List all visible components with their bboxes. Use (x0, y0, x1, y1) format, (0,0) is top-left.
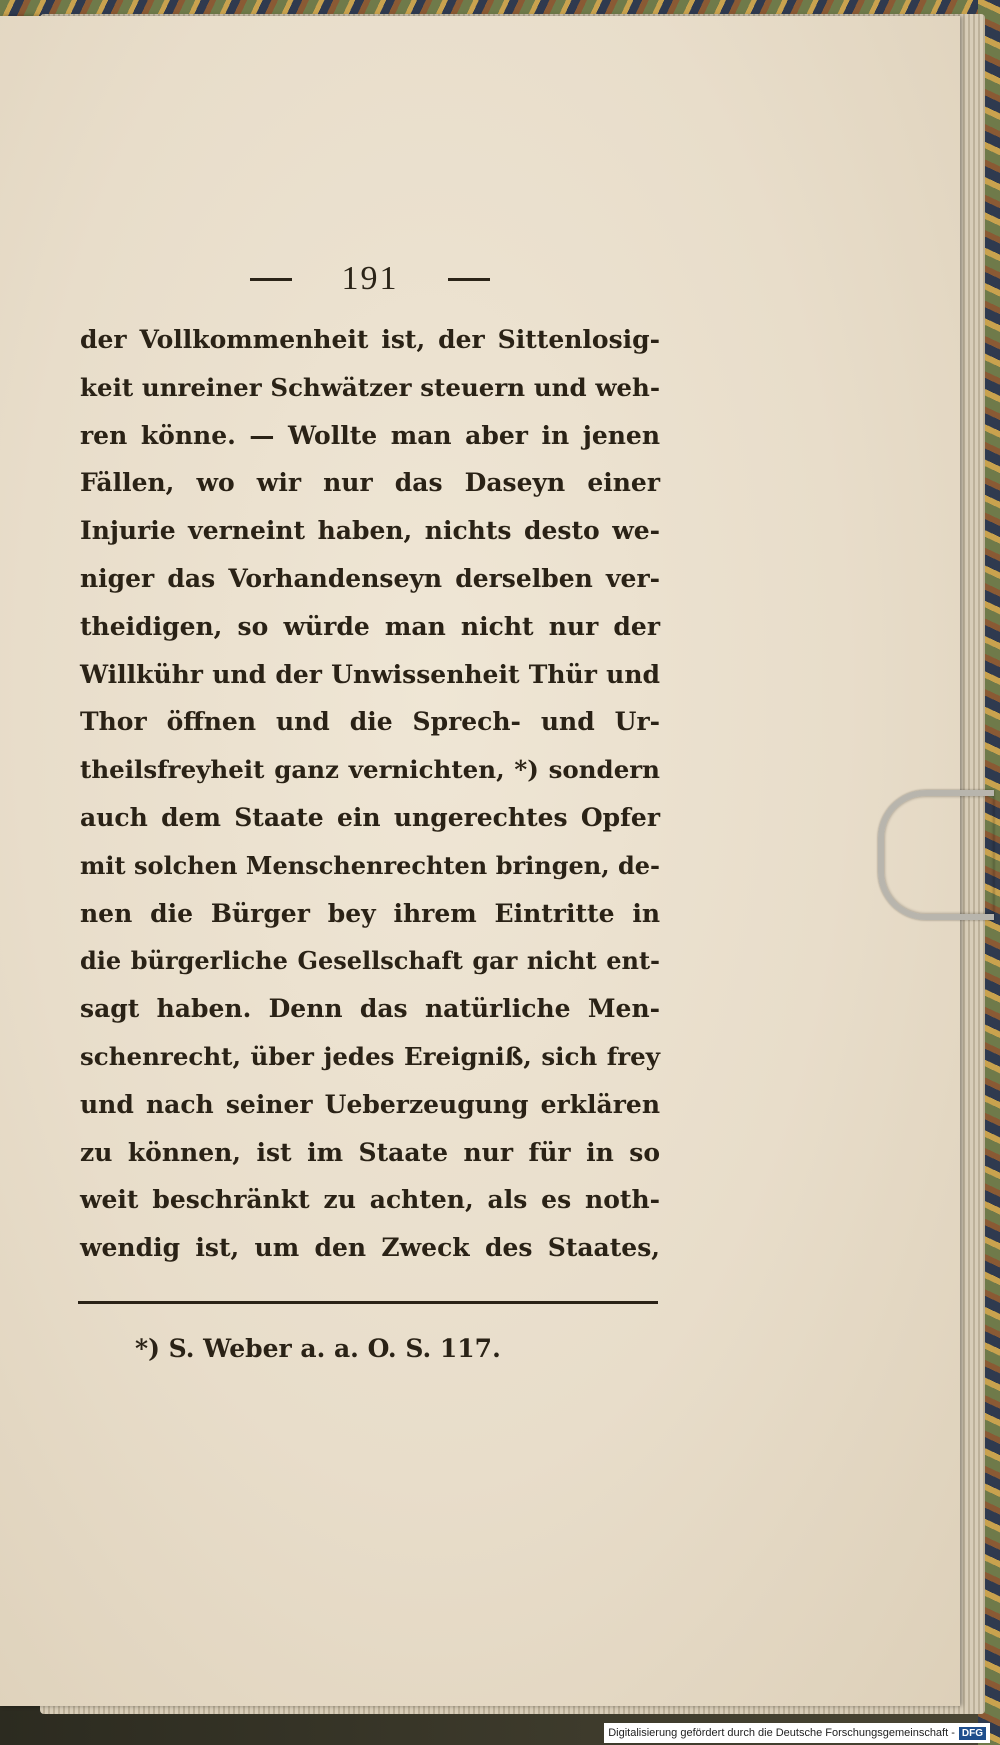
footnote-rule (78, 1301, 658, 1304)
paper-clip (878, 790, 994, 920)
text-line: Willkühr und der Unwissenheit Thür und (80, 659, 660, 689)
text-line: auch dem Staate ein ungerechtes Opfer (80, 802, 660, 832)
body-text (80, 316, 660, 1272)
text-line: Fällen, wo wir nur das Daseyn einer (80, 468, 660, 498)
text-line: schenrecht, über jedes Ereigniß, sich frey (80, 1041, 660, 1071)
text-line: ren könne. — Wollte man aber in jenen (80, 420, 660, 450)
text-line: die bürgerliche Gesellschaft gar nicht ent- (80, 946, 660, 976)
page-header (250, 260, 490, 297)
header-dash-left (250, 278, 292, 281)
text-line: und nach seiner Ueberzeugung erklären (80, 1089, 660, 1119)
text-line: Injurie verneint haben, nichts desto we- (80, 516, 660, 546)
text-line: nen die Bürger bey ihrem Eintritte in (80, 898, 660, 928)
text-line: keit unreiner Schwätzer steuern und weh- (80, 372, 660, 402)
book-page (0, 16, 960, 1706)
text-line: theilsfreyheit ganz vernichten, *) sondern (80, 755, 660, 785)
text-line: theidigen, so würde man nicht nur der (80, 611, 660, 641)
text-line: der Vollkommenheit ist, der Sittenlosig- (80, 325, 660, 354)
header-dash-right (448, 278, 490, 281)
text-line: weit beschränkt zu achten, als es noth- (80, 1185, 660, 1215)
footnote: *) S. Weber a. a. O. S. 117. (135, 1334, 501, 1363)
page-number: 191 (341, 260, 399, 297)
text-line: mit solchen Menschenrechten bringen, de- (80, 850, 660, 880)
digitization-credit (604, 1723, 990, 1743)
text-line: wendig ist, um den Zweck des Staates, (80, 1233, 660, 1263)
credit-text: Digitalisierung gefördert durch die Deutsche Forschungsgemeinschaft - (608, 1727, 955, 1739)
text-line: zu können, ist im Staate nur für in so (80, 1137, 660, 1167)
text-line: Thor öffnen und die Sprech- und Ur- (80, 707, 660, 737)
text-line: niger das Vorhandenseyn derselben ver- (80, 563, 660, 593)
dfg-logo: DFG (959, 1727, 986, 1740)
text-line: sagt haben. Denn das natürliche Men- (80, 994, 660, 1024)
